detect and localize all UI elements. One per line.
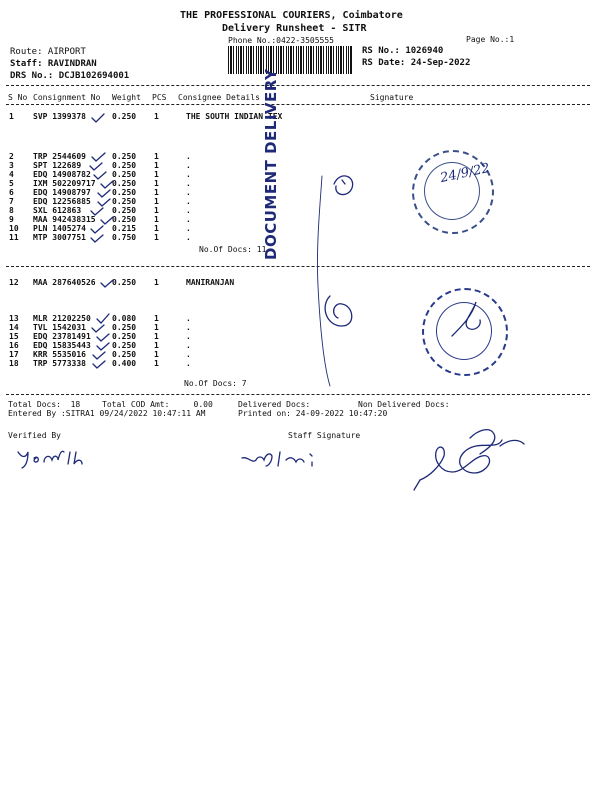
tick-icon	[98, 199, 110, 206]
rs-number: RS No.: 1026940	[362, 46, 444, 56]
staff-signature-label: Staff Signature	[288, 431, 361, 440]
row-consignee: .	[186, 179, 191, 188]
printed-on: Printed on: 24-09-2022 10:47:20	[238, 409, 388, 418]
phone-number: Phone No.:0422-3505555	[228, 36, 334, 45]
row-sno: 4	[9, 170, 14, 179]
row-weight: 0.250	[112, 206, 137, 215]
tick-icon	[91, 226, 103, 233]
row-consignment: EDQ 14908797	[33, 188, 91, 197]
total-docs: Total Docs: 18	[8, 400, 81, 409]
signature-mark	[325, 296, 352, 326]
row-sno: 8	[9, 206, 14, 215]
row-consignee: .	[186, 350, 191, 359]
rs-date: RS Date: 24-Sep-2022	[362, 58, 471, 68]
row-weight: 0.400	[112, 359, 137, 368]
row-sno: 18	[9, 359, 19, 368]
signature-mark	[334, 176, 353, 195]
verified-signature	[18, 451, 82, 468]
drs-number: DRS No.: DCJB102694001	[10, 71, 130, 81]
row-sno: 15	[9, 332, 19, 341]
tick-icon	[101, 217, 113, 224]
tick-icon	[101, 280, 113, 287]
runsheet-title: Delivery Runsheet - SITR	[222, 23, 367, 34]
row-consignee: .	[186, 224, 191, 233]
row-consignee: .	[186, 152, 191, 161]
row-consignment: MTP 3007751	[33, 233, 86, 242]
row-consignment: SPT 122689	[33, 161, 82, 170]
tick-icon	[97, 314, 109, 323]
staff-name: Staff: RAVINDRAN	[10, 59, 97, 69]
row-weight: 0.250	[112, 170, 137, 179]
tick-icon	[98, 190, 110, 197]
row-consignee: .	[186, 197, 191, 206]
row-pcs: 1	[154, 206, 159, 215]
row-sno: 17	[9, 350, 19, 359]
row-weight: 0.250	[112, 341, 137, 350]
row-weight: 0.250	[112, 332, 137, 341]
tick-icon	[92, 325, 104, 332]
verified-by-label: Verified By	[8, 431, 61, 440]
row-pcs: 1	[154, 278, 159, 287]
handwritten-date: 24/9/22	[438, 160, 492, 187]
row-consignment: TRP 2544609	[33, 152, 86, 161]
row-sno: 6	[9, 188, 14, 197]
row-consignee: .	[186, 332, 191, 341]
row-pcs: 1	[154, 152, 159, 161]
row-consignee: .	[186, 161, 191, 170]
page-number: Page No.:1	[466, 35, 515, 44]
row-pcs: 1	[154, 350, 159, 359]
col-signature: Signature	[370, 93, 414, 102]
row-weight: 0.250	[112, 161, 137, 170]
row-sno: 5	[9, 179, 14, 188]
row-weight: 0.750	[112, 233, 137, 242]
row-consignment: SXL 612863	[33, 206, 82, 215]
row-pcs: 1	[154, 359, 159, 368]
row-consignee: THE SOUTH INDIAN TEX	[186, 112, 283, 121]
row-consignee: .	[186, 215, 191, 224]
row-pcs: 1	[154, 197, 159, 206]
row-weight: 0.215	[112, 224, 137, 233]
row-pcs: 1	[154, 233, 159, 242]
company-name: THE PROFESSIONAL COURIERS, Coimbatore	[180, 10, 403, 21]
row-weight: 0.250	[112, 215, 137, 224]
row-pcs: 1	[154, 215, 159, 224]
row-pcs: 1	[154, 188, 159, 197]
tick-icon	[101, 181, 113, 188]
row-pcs: 1	[154, 161, 159, 170]
staff-signature	[242, 452, 312, 466]
row-sno: 2	[9, 152, 14, 161]
row-consignment: PLN 1405274	[33, 224, 86, 233]
col-pcs: PCS	[152, 93, 167, 102]
tick-icon	[91, 208, 103, 215]
row-pcs: 1	[154, 332, 159, 341]
row-weight: 0.250	[112, 350, 137, 359]
row-sno: 10	[9, 224, 19, 233]
row-consignment: MAA 287640526	[33, 278, 96, 287]
delivered-docs: Delivered Docs:	[238, 400, 311, 409]
row-consignee: .	[186, 314, 191, 323]
col-weight: Weight	[112, 93, 141, 102]
row-pcs: 1	[154, 179, 159, 188]
row-consignment: EDQ 14908782	[33, 170, 91, 179]
row-consignment: MLR 21202250	[33, 314, 91, 323]
row-consignment: SVP 1399378	[33, 112, 86, 121]
row-sno: 3	[9, 161, 14, 170]
row-consignee: .	[186, 206, 191, 215]
row-consignment: KRR 5535016	[33, 350, 86, 359]
entered-by: Entered By :SITRA1 09/24/2022 10:47:11 AM	[8, 409, 206, 418]
row-weight: 0.250	[112, 152, 137, 161]
row-sno: 9	[9, 215, 14, 224]
tick-icon	[94, 172, 106, 179]
tick-icon	[93, 352, 105, 359]
tick-icon	[92, 114, 104, 122]
non-delivered-docs: Non Delivered Docs:	[358, 400, 450, 409]
tick-icon	[97, 334, 109, 341]
large-signature	[420, 430, 524, 480]
col-consignment: Consignment No	[33, 93, 101, 102]
row-pcs: 1	[154, 341, 159, 350]
row-consignee: .	[186, 359, 191, 368]
row-consignment: EDQ 12256885	[33, 197, 91, 206]
total-cod: Total COD Amt: 0.00	[102, 400, 213, 409]
row-pcs: 1	[154, 170, 159, 179]
row-pcs: 1	[154, 314, 159, 323]
row-consignment: TVL 1542031	[33, 323, 86, 332]
row-sno: 14	[9, 323, 19, 332]
row-pcs: 1	[154, 224, 159, 233]
row-weight: 0.250	[112, 188, 137, 197]
row-consignee: .	[186, 341, 191, 350]
row-consignee: MANIRANJAN	[186, 278, 235, 287]
col-consignee: Consignee Details	[178, 93, 260, 102]
row-sno: 11	[9, 233, 19, 242]
row-consignment: TRP 5773338	[33, 359, 86, 368]
tick-icon	[93, 361, 105, 368]
row-sno: 7	[9, 197, 14, 206]
row-weight: 0.250	[112, 197, 137, 206]
row-weight: 0.080	[112, 314, 137, 323]
route: Route: AIRPORT	[10, 47, 86, 57]
row-consignment: EDQ 15835443	[33, 341, 91, 350]
tick-icon	[91, 235, 103, 242]
row-weight: 0.250	[112, 112, 137, 121]
row-consignee: .	[186, 170, 191, 179]
row-sno: 13	[9, 314, 19, 323]
document-delivery-stamp: DOCUMENT DELIVERY	[262, 68, 280, 260]
row-sno: 16	[9, 341, 19, 350]
tick-icon	[92, 153, 105, 161]
row-weight: 0.250	[112, 323, 137, 332]
row-consignee: .	[186, 233, 191, 242]
row-consignment: MAA 942438315	[33, 215, 96, 224]
tick-icon	[97, 343, 109, 350]
row-sno: 12	[9, 278, 19, 287]
row-weight: 0.250	[112, 278, 137, 287]
row-consignment: EDQ 23781491	[33, 332, 91, 341]
row-pcs: 1	[154, 323, 159, 332]
row-consignment: IXM 502209717	[33, 179, 96, 188]
row-consignee: .	[186, 323, 191, 332]
group2-doc-count: No.Of Docs: 7	[184, 379, 247, 388]
row-sno: 1	[9, 112, 14, 121]
row-consignee: .	[186, 188, 191, 197]
col-sno: S No	[8, 93, 28, 102]
group1-doc-count: No.Of Docs: 11	[199, 245, 267, 254]
tick-icon	[90, 163, 102, 170]
row-weight: 0.250	[112, 179, 137, 188]
row-pcs: 1	[154, 112, 159, 121]
